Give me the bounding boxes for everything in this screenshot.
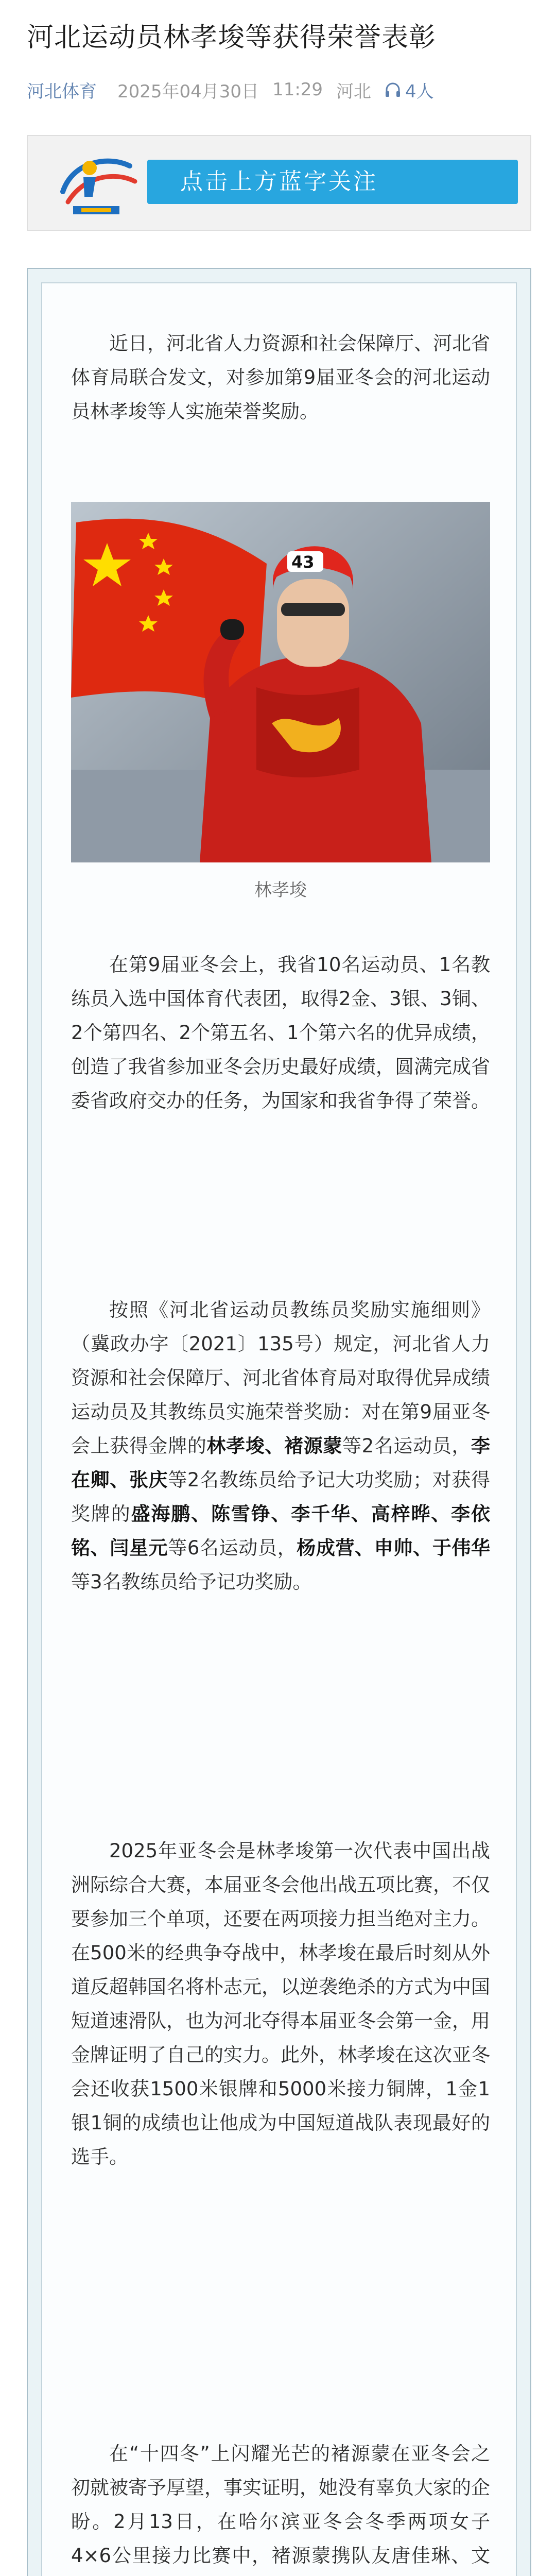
athlete-photo[interactable] bbox=[71, 502, 490, 862]
paragraph-results: 在第9届亚冬会上，我省10名运动员、1名教练员入选中国体育代表团，取得2金、3银、3铜、2个第四名、2个第五名、1个第六名的优异成绩，创造了我省参加亚冬会历史最好成绩，圆满完成省委省政府交办的任务，为国家和我省争得了荣誉。 bbox=[71, 954, 490, 1112]
headphone-icon bbox=[385, 82, 401, 97]
publish-location: 河北 bbox=[336, 81, 372, 102]
follow-prompt[interactable] bbox=[147, 160, 518, 204]
publish-time: 11:29 bbox=[272, 79, 323, 100]
svg-text:43: 43 bbox=[291, 552, 315, 572]
gold-athletes: 林孝埈、褚源蒙 bbox=[206, 1435, 342, 1457]
paragraph-awards bbox=[71, 1293, 490, 1599]
article-body bbox=[27, 268, 531, 2576]
awards-text: 按照《河北省运动员教练员奖励实施细则》（冀政办字〔2021〕135号）规定，河北省人力资源和社会保障厅、河北省体育局对取得优异成绩运动员及其教练员实施荣誉奖励：对在第9届亚冬会上获得金牌的 bbox=[71, 1299, 490, 1457]
article-inner-frame bbox=[41, 282, 517, 2576]
paragraph-lin-xiaojun: 2025年亚冬会是林孝埈第一次代表中国出战洲际综合大赛，本届亚冬会他出战五项比赛，不仅要参加三个单项，还要在两项接力担当绝对主力。在500米的经典争夺战中，林孝埈在最后时刻从外道反超韩国名将朴志元，以逆袭绝杀的方式为中国短道速滑队，也为河北夺得本届亚冬会第一金，用金牌证明了自己的实力。此外，林孝埈在这次亚冬会还收获1500米银牌和5000米接力铜牌，1金1银1铜的成绩也让他成为中国短道战队表现最好的选手。 bbox=[71, 1840, 490, 2168]
awards-text: 等6名运动员， bbox=[168, 1537, 297, 1559]
athlete-photo-illustration bbox=[71, 502, 490, 862]
listener-count: 4人 bbox=[405, 81, 434, 102]
publish-date: 2025年04月30日 bbox=[117, 81, 259, 102]
awards-text: 等3名教练员给予记功奖励。 bbox=[71, 1571, 312, 1593]
gold-coaches: 李在卿、张庆 bbox=[71, 1435, 490, 1491]
photo-caption: 林孝埈 bbox=[254, 880, 307, 901]
listen-button[interactable] bbox=[385, 77, 434, 103]
medal-athletes: 盛海鹏、陈雪铮、李千华、高梓晔、李依铭、闫星元 bbox=[71, 1503, 491, 1559]
article-meta bbox=[27, 78, 434, 101]
paragraph-intro: 近日，河北省人力资源和社会保障厅、河北省体育局联合发文，对参加第9届亚冬会的河北运动员林孝埈等人实施荣誉奖励。 bbox=[71, 332, 490, 422]
awards-text: 等2名运动员， bbox=[342, 1435, 471, 1457]
article-title: 河北运动员林孝埈等获得荣誉表彰 bbox=[27, 22, 437, 53]
medal-coaches: 杨成营、申帅、于伟华 bbox=[297, 1537, 490, 1559]
follow-banner[interactable] bbox=[27, 135, 531, 231]
hebei-sports-logo-icon bbox=[53, 145, 140, 223]
follow-prompt-text: 点击上方蓝字关注 bbox=[180, 168, 378, 195]
paragraph-chu-yuanmeng: 在“十四冬”上闪耀光芒的褚源蒙在亚冬会之初就被寄予厚望，事实证明，她没有辜负大家的企盼。2月13日，在哈尔滨亚冬会冬季两项女子4×6公里接力比赛中，褚源蒙携队友唐佳琳、文 bbox=[71, 2443, 490, 2567]
awards-text: 等2名教练员给予记大功奖励；对获得奖牌的 bbox=[71, 1469, 490, 1525]
account-name-link[interactable]: 河北体育 bbox=[27, 81, 97, 102]
